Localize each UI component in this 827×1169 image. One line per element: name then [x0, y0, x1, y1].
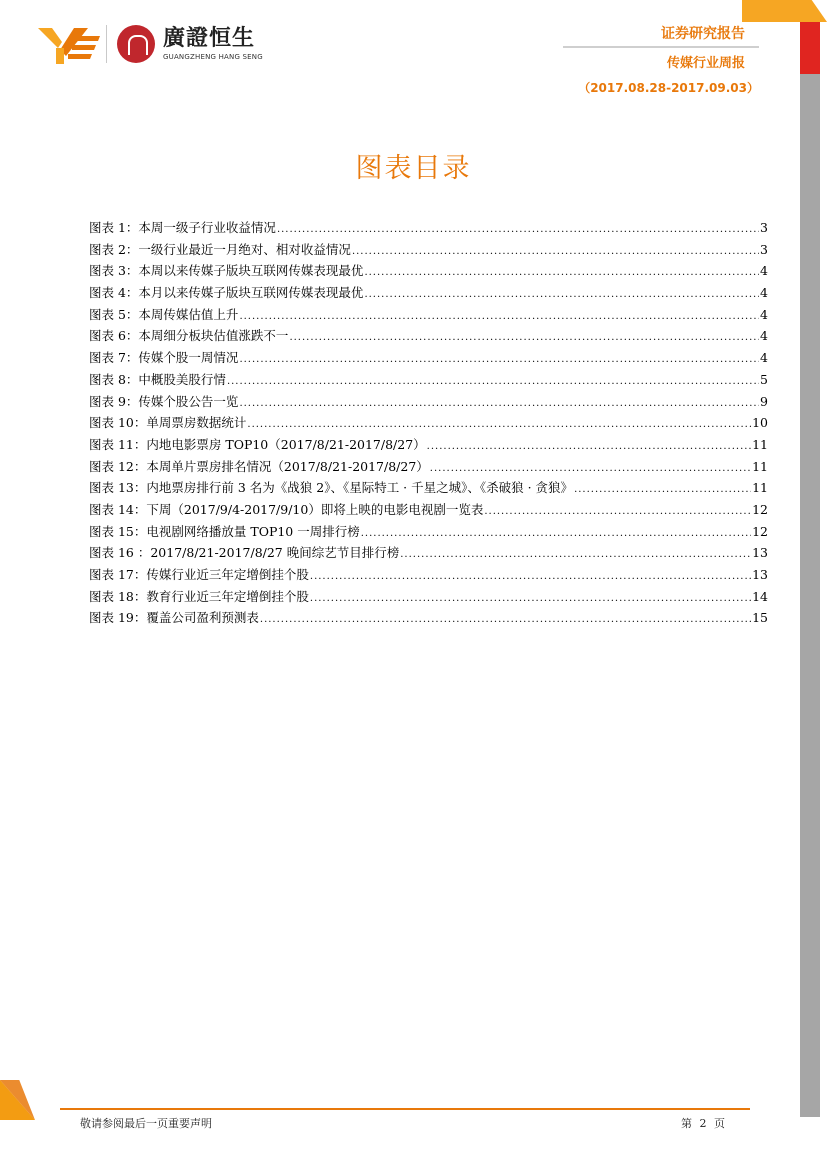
toc-leader-dots	[227, 371, 759, 393]
toc-entry-page: 12	[752, 523, 768, 539]
toc-entry-label: 图表 15：电视剧网络播放量 TOP10 一周排行榜	[89, 523, 360, 539]
report-date-range: （2017.08.28-2017.09.03）	[578, 81, 759, 95]
toc-entry[interactable]	[89, 325, 768, 347]
toc-entry-label: 图表 1：本周一级子行业收益情况	[89, 220, 276, 235]
toc-entry-page: 3	[760, 220, 768, 235]
toc-entry-label: 图表 17：传媒行业近三年定增倒挂个股	[89, 567, 309, 582]
toc-leader-dots	[430, 458, 751, 480]
toc-leader-dots	[310, 566, 751, 588]
toc-entry-label: 图表 11：内地电影票房 TOP10（2017/8/21-2017/8/27）	[89, 436, 426, 452]
brand-chinese: 廣證恒生	[163, 26, 256, 51]
toc-leader-dots	[352, 241, 759, 263]
toc-leader-dots	[310, 588, 751, 610]
brand-english: GUANGZHENG HANG SENG	[163, 53, 263, 61]
toc-entry[interactable]	[89, 282, 768, 304]
toc-entry-label: 图表 18：教育行业近三年定增倒挂个股	[89, 588, 309, 604]
toc-leader-dots	[574, 479, 751, 501]
toc-entry-page: 9	[760, 393, 768, 409]
toc-leader-dots	[400, 544, 751, 566]
footer-disclaimer: 敬请参阅最后一页重要声明	[80, 1117, 212, 1130]
toc-entry[interactable]	[89, 434, 768, 456]
header-corner-decoration	[742, 0, 827, 22]
toc-leader-dots	[361, 523, 751, 545]
seal-icon	[117, 25, 155, 63]
page-side-strip	[800, 74, 820, 1117]
toc-entry-label: 图表 2：一级行业最近一月绝对、相对收益情况	[89, 241, 351, 257]
toc-entry[interactable]	[89, 542, 768, 564]
toc-entry-page: 15	[752, 610, 768, 626]
toc-entry-page: 14	[752, 588, 768, 604]
toc-entry-page: 13	[752, 567, 768, 582]
page-title: 图表目录	[355, 153, 472, 184]
toc-entry[interactable]	[89, 412, 768, 434]
toc-entry[interactable]	[89, 239, 768, 261]
toc-entry-label: 图表 5：本周传媒估值上升	[89, 306, 239, 322]
report-name: 传媒行业周报	[666, 56, 745, 71]
toc-entry-label: 图表 8：中概股美股行情	[89, 371, 226, 387]
toc-leader-dots	[427, 436, 751, 458]
toc-entry-page: 4	[760, 328, 768, 344]
toc-leader-dots	[484, 501, 751, 523]
toc-entry-page: 13	[752, 545, 768, 561]
toc-entry-label: 图表 19：覆盖公司盈利预测表	[89, 610, 259, 626]
report-type: 证券研究报告	[661, 26, 745, 42]
footer-page-number: 第 2 页	[681, 1117, 725, 1130]
figure-list	[89, 217, 768, 629]
logo-separator	[106, 25, 107, 63]
company-logo	[38, 22, 263, 66]
toc-entry-page: 11	[752, 436, 768, 452]
toc-entry[interactable]	[89, 456, 768, 478]
toc-entry-page: 5	[760, 371, 768, 387]
toc-leader-dots	[364, 262, 759, 284]
brand-name	[163, 26, 263, 62]
toc-entry-label: 图表 14：下周（2017/9/4-2017/9/10）即将上映的电影电视剧一览表	[89, 501, 484, 517]
toc-entry-label: 图表 3：本周以来传媒子版块互联网传媒表现最优	[89, 263, 364, 279]
toc-entry-label: 图表 12：本周单片票房排名情况（2017/8/21-2017/8/27）	[89, 458, 429, 474]
toc-leader-dots	[239, 306, 759, 328]
toc-entry-label: 图表 10：单周票房数据统计	[89, 415, 247, 431]
toc-entry[interactable]	[89, 304, 768, 326]
toc-entry-page: 4	[760, 285, 768, 301]
toc-leader-dots	[239, 393, 759, 415]
toc-entry[interactable]	[89, 260, 768, 282]
toc-leader-dots	[239, 349, 759, 371]
toc-entry-page: 12	[752, 501, 768, 517]
toc-entry-label: 图表 16 ：2017/8/21-2017/8/27 晚间综艺节目排行榜	[89, 545, 400, 561]
toc-leader-dots	[260, 609, 751, 631]
toc-entry-label: 图表 4：本月以来传媒子版块互联网传媒表现最优	[89, 285, 364, 301]
toc-entry-page: 11	[752, 480, 768, 496]
report-header	[549, 24, 759, 98]
toc-entry[interactable]	[89, 477, 768, 499]
toc-entry-page: 10	[752, 415, 768, 431]
toc-entry-label: 图表 6：本周细分板块估值涨跌不一	[89, 328, 289, 344]
toc-entry[interactable]	[89, 347, 768, 369]
header-rule	[563, 46, 759, 48]
toc-entry[interactable]	[89, 217, 768, 239]
toc-leader-dots	[247, 414, 751, 436]
toc-entry[interactable]	[89, 607, 768, 629]
toc-leader-dots	[364, 284, 759, 306]
toc-entry[interactable]	[89, 391, 768, 413]
ye-logo-icon	[38, 22, 100, 66]
toc-entry-page: 3	[760, 241, 768, 257]
toc-leader-dots	[277, 219, 759, 241]
toc-entry[interactable]	[89, 369, 768, 391]
toc-entry-page: 4	[760, 306, 768, 322]
toc-entry[interactable]	[89, 564, 768, 586]
toc-entry-page: 11	[752, 458, 768, 474]
header-red-strip	[800, 22, 820, 74]
toc-entry-page: 4	[760, 263, 768, 279]
toc-entry[interactable]	[89, 499, 768, 521]
toc-entry-label: 图表 7：传媒个股一周情况	[89, 350, 239, 366]
toc-entry-page: 4	[760, 350, 768, 366]
toc-entry[interactable]	[89, 586, 768, 608]
toc-entry-label: 图表 13：内地票房排行前 3 名为《战狼 2》、《星际特工 · 千星之城》、《杀破狼 · 贪狼》	[89, 480, 574, 496]
toc-leader-dots	[289, 327, 759, 349]
footer-rule	[60, 1108, 750, 1110]
toc-entry-label: 图表 9：传媒个股公告一览	[89, 393, 239, 409]
toc-entry[interactable]	[89, 521, 768, 543]
